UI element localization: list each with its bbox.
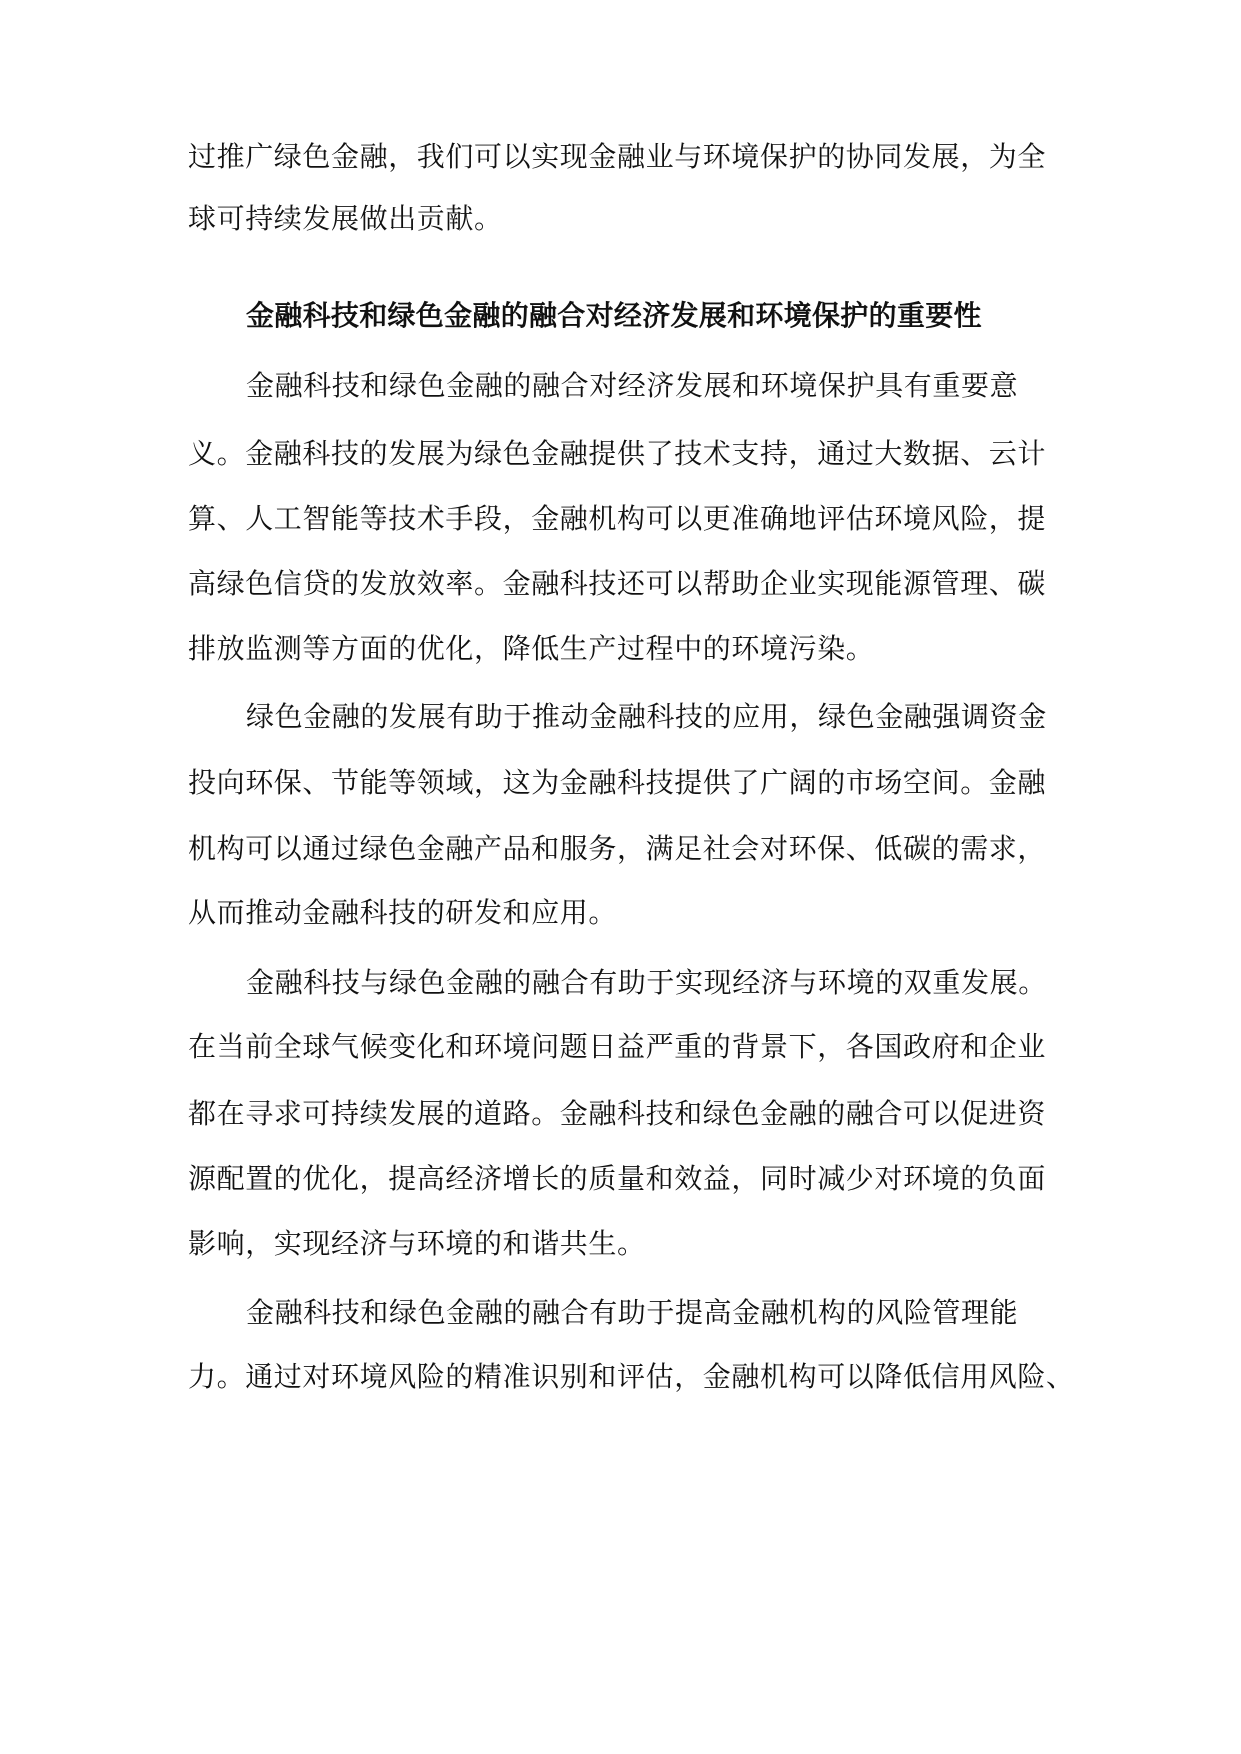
paragraph-3-line-5: 影响，实现经济与环境的和谐共生。 [188,1227,646,1260]
intro-line-2: 球可持续发展做出贡献。 [188,202,503,235]
paragraph-2-line-2: 投向环保、节能等领域，这为金融科技提供了广阔的市场空间。金融 [188,766,1047,799]
paragraph-3-line-4: 源配置的优化，提高经济增长的质量和效益，同时减少对环境的负面 [188,1162,1047,1195]
paragraph-1-line-1: 金融科技和绿色金融的融合对经济发展和环境保护具有重要意 [246,369,1019,402]
paragraph-4-line-1: 金融科技和绿色金融的融合有助于提高金融机构的风险管理能 [246,1296,1019,1329]
paragraph-2-line-3: 机构可以通过绿色金融产品和服务，满足社会对环保、低碳的需求， [188,832,1047,865]
paragraph-4-line-2: 力。通过对环境风险的精准识别和评估，金融机构可以降低信用风险、 [188,1360,1075,1393]
paragraph-1-line-5: 排放监测等方面的优化，降低生产过程中的环境污染。 [188,632,875,665]
intro-line-1: 过推广绿色金融，我们可以实现金融业与环境保护的协同发展，为全 [188,140,1047,173]
paragraph-3-line-2: 在当前全球气候变化和环境问题日益严重的背景下，各国政府和企业 [188,1030,1047,1063]
paragraph-2-line-1: 绿色金融的发展有助于推动金融科技的应用，绿色金融强调资金 [246,700,1047,733]
paragraph-2-line-4: 从而推动金融科技的研发和应用。 [188,896,618,929]
paragraph-1-line-2: 义。金融科技的发展为绿色金融提供了技术支持，通过大数据、云计 [188,437,1047,470]
section-heading: 金融科技和绿色金融的融合对经济发展和环境保护的重要性 [246,299,982,332]
paragraph-1-line-4: 高绿色信贷的发放效率。金融科技还可以帮助企业实现能源管理、碳 [188,567,1047,600]
paragraph-3-line-1: 金融科技与绿色金融的融合有助于实现经济与环境的双重发展。 [246,966,1047,999]
paragraph-1-line-3: 算、人工智能等技术手段，金融机构可以更准确地评估环境风险，提 [188,502,1047,535]
paragraph-3-line-3: 都在寻求可持续发展的道路。金融科技和绿色金融的融合可以促进资 [188,1097,1047,1130]
